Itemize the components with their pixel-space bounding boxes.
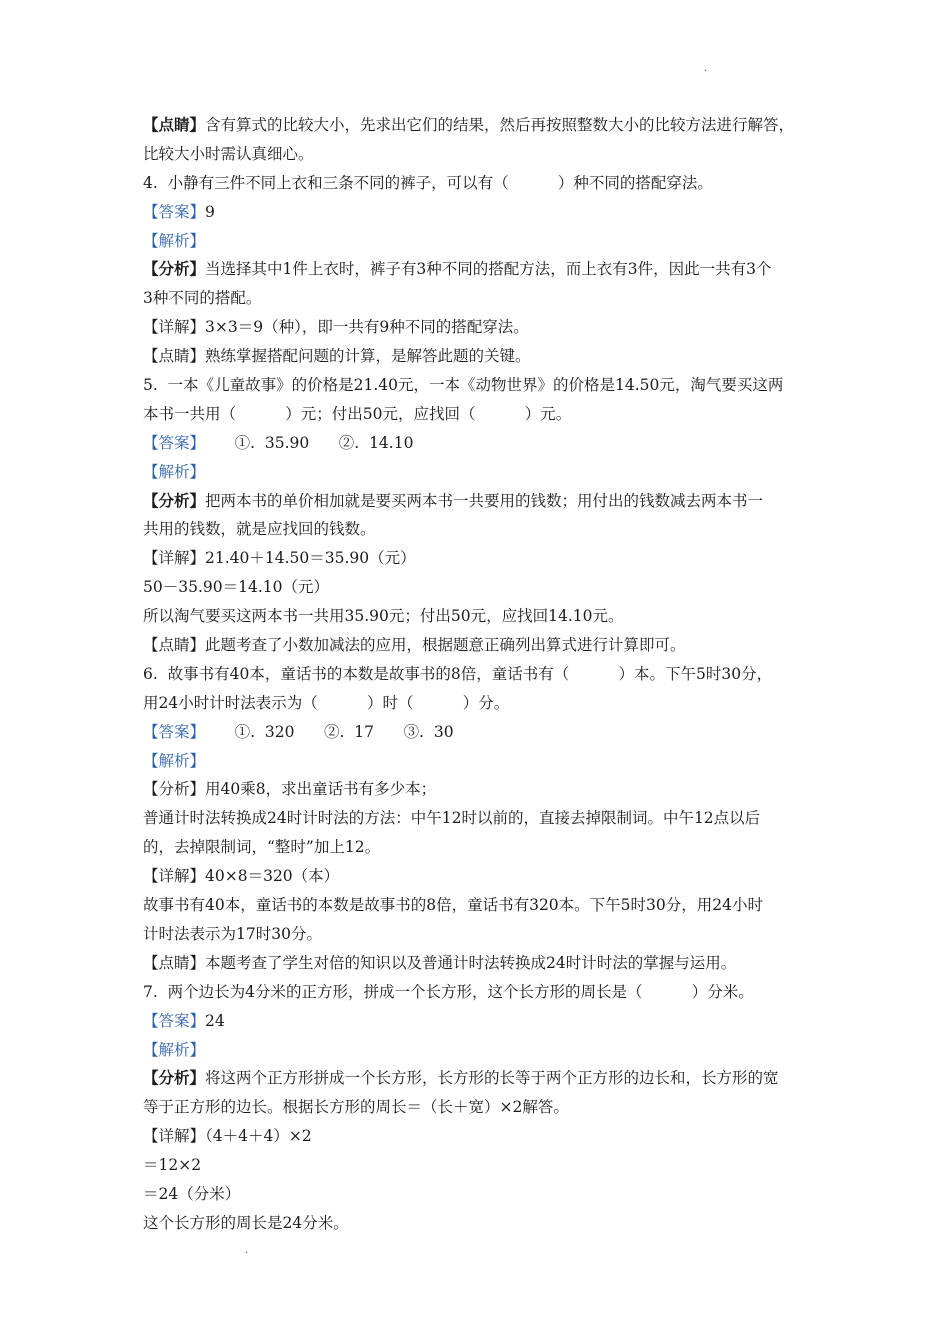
line-text: 50－35.90＝14.10（元） <box>143 578 329 597</box>
section-tag: 【解析】 <box>143 231 206 250</box>
section-tag: 【详解】 <box>143 867 206 886</box>
section-tag: 【分析】 <box>143 1068 206 1088</box>
line-text: 普通计时法转换成24时计时法的方法：中午12时以前的，直接去掉限制词。中午12点以后 <box>143 809 761 828</box>
text-line <box>143 544 823 573</box>
text-line <box>143 891 823 920</box>
document-body <box>143 111 823 1238</box>
section-tag: 【分析】 <box>143 780 206 799</box>
line-text: 把两本书的单价相加就是要买两本书一共要用的钱数；用付出的钱数减去两本书一 <box>205 491 764 510</box>
section-tag: 【解析】 <box>143 462 206 481</box>
text-line <box>143 1180 823 1209</box>
line-text: 40×8＝320（本） <box>205 867 340 886</box>
line-text: 这个长方形的周长是24分米。 <box>143 1213 349 1232</box>
text-line <box>143 602 823 631</box>
text-line <box>143 1209 823 1238</box>
text-line <box>143 255 823 284</box>
line-text: 本书一共用（ ）元；付出50元，应找回（ ）元。 <box>143 404 572 423</box>
text-line <box>143 458 823 487</box>
line-text: 用40乘8，求出童话书有多少本； <box>205 780 437 799</box>
section-tag: 【详解】 <box>143 318 206 337</box>
section-tag: 【详解】 <box>143 549 206 568</box>
text-line <box>143 1007 823 1036</box>
text-line <box>143 1064 823 1093</box>
line-text: 6. 故事书有40本，童话书的本数是故事书的8倍，童话书有（ ）本。下午5时30分， <box>143 664 773 683</box>
page-mark-top: . <box>704 63 708 74</box>
page-mark-bottom: . <box>245 1245 249 1256</box>
text-line <box>143 227 823 256</box>
section-tag: 【答案】 <box>143 202 206 221</box>
section-tag: 【解析】 <box>143 1040 206 1059</box>
text-line <box>143 631 823 660</box>
line-text: 共用的钱数，就是应找回的钱数。 <box>143 520 376 539</box>
text-line <box>143 862 823 891</box>
line-text: 当选择其中1件上衣时，裤子有3种不同的搭配方法，而上衣有3件，因此一共有3个 <box>205 260 772 279</box>
line-text: 含有算式的比较大小，先求出它们的结果，然后再按照整数大小的比较方法进行解答， <box>205 116 795 134</box>
line-text: 此题考查了小数加减法的应用，根据题意正确列出算式进行计算即可。 <box>205 636 686 655</box>
line-text: ＝24（分米） <box>143 1184 241 1203</box>
line-text: 熟练掌握搭配问题的计算，是解答此题的关键。 <box>205 347 531 366</box>
line-text: （4＋4＋4）×2 <box>205 1127 312 1146</box>
text-line <box>143 169 823 198</box>
text-line <box>143 1151 823 1180</box>
text-line <box>143 400 823 429</box>
text-line <box>143 140 823 169</box>
line-text: 21.40＋14.50＝35.90（元） <box>205 549 416 568</box>
line-text: 5. 一本《儿童故事》的价格是21.40元，一本《动物世界》的价格是14.50元，淘气要买这两 <box>143 376 784 395</box>
text-line <box>143 198 823 227</box>
line-text: 3×3＝9（种），即一共有9种不同的搭配穿法。 <box>205 318 529 337</box>
line-text: 将这两个正方形拼成一个长方形，长方形的长等于两个正方形的边长和，长方形的宽 <box>205 1069 779 1088</box>
text-line <box>143 573 823 602</box>
text-line <box>143 342 823 371</box>
line-text: 比较大小时需认真细心。 <box>143 144 314 163</box>
text-line <box>143 833 823 862</box>
line-text: 计时法表示为17时30分。 <box>143 924 322 943</box>
section-tag: 【答案】 <box>143 1011 206 1030</box>
line-text: ①. 320 ②. 17 ③. 30 <box>205 722 454 741</box>
text-line <box>143 689 823 718</box>
text-line <box>143 284 823 313</box>
section-tag: 【点睛】 <box>143 953 206 972</box>
line-text: 24 <box>205 1011 225 1030</box>
text-line <box>143 313 823 342</box>
line-text: 3种不同的搭配。 <box>143 289 262 308</box>
line-text: 用24小时计时法表示为（ ）时（ ）分。 <box>143 693 510 712</box>
text-line <box>143 1036 823 1065</box>
line-text: 7. 两个边长为4分米的正方形，拼成一个长方形，这个长方形的周长是（ ）分米。 <box>143 982 754 1001</box>
line-text: 等于正方形的边长。根据长方形的周长＝（长＋宽）×2解答。 <box>143 1098 569 1117</box>
line-text: 所以淘气要买这两本书一共用35.90元；付出50元，应找回14.10元。 <box>143 607 624 626</box>
section-tag: 【分析】 <box>143 490 206 510</box>
text-line <box>143 487 823 516</box>
text-line <box>143 804 823 833</box>
line-text: 的，去掉限制词，“整时”加上12。 <box>143 838 381 857</box>
text-line <box>143 747 823 776</box>
text-line <box>143 429 823 458</box>
section-tag: 【答案】 <box>143 722 206 741</box>
line-text: 4. 小静有三件不同上衣和三条不同的裤子，可以有（ ）种不同的搭配穿法。 <box>143 173 713 192</box>
section-tag: 【答案】 <box>143 433 206 452</box>
text-line <box>143 660 823 689</box>
line-text: ①. 35.90 ②. 14.10 <box>205 433 414 452</box>
text-line <box>143 718 823 747</box>
line-text: 故事书有40本，童话书的本数是故事书的8倍，童话书有320本。下午5时30分，用24小时 <box>143 896 763 915</box>
text-line <box>143 978 823 1007</box>
section-tag: 【点睛】 <box>143 636 206 655</box>
section-tag: 【点睛】 <box>143 347 206 366</box>
line-text: 本题考查了学生对倍的知识以及普通计时法转换成24时计时法的掌握与运用。 <box>205 953 737 972</box>
text-line <box>143 1122 823 1151</box>
text-line <box>143 371 823 400</box>
section-tag: 【解析】 <box>143 751 206 770</box>
text-line <box>143 775 823 804</box>
text-line <box>143 920 823 949</box>
text-line <box>143 949 823 978</box>
text-line <box>143 515 823 544</box>
line-text: 9 <box>205 202 215 221</box>
section-tag: 【详解】 <box>143 1127 206 1146</box>
text-line <box>143 111 823 140</box>
text-line <box>143 1093 823 1122</box>
line-text: ＝12×2 <box>143 1156 202 1175</box>
section-tag: 【点睛】 <box>143 115 206 134</box>
section-tag: 【分析】 <box>143 259 206 279</box>
